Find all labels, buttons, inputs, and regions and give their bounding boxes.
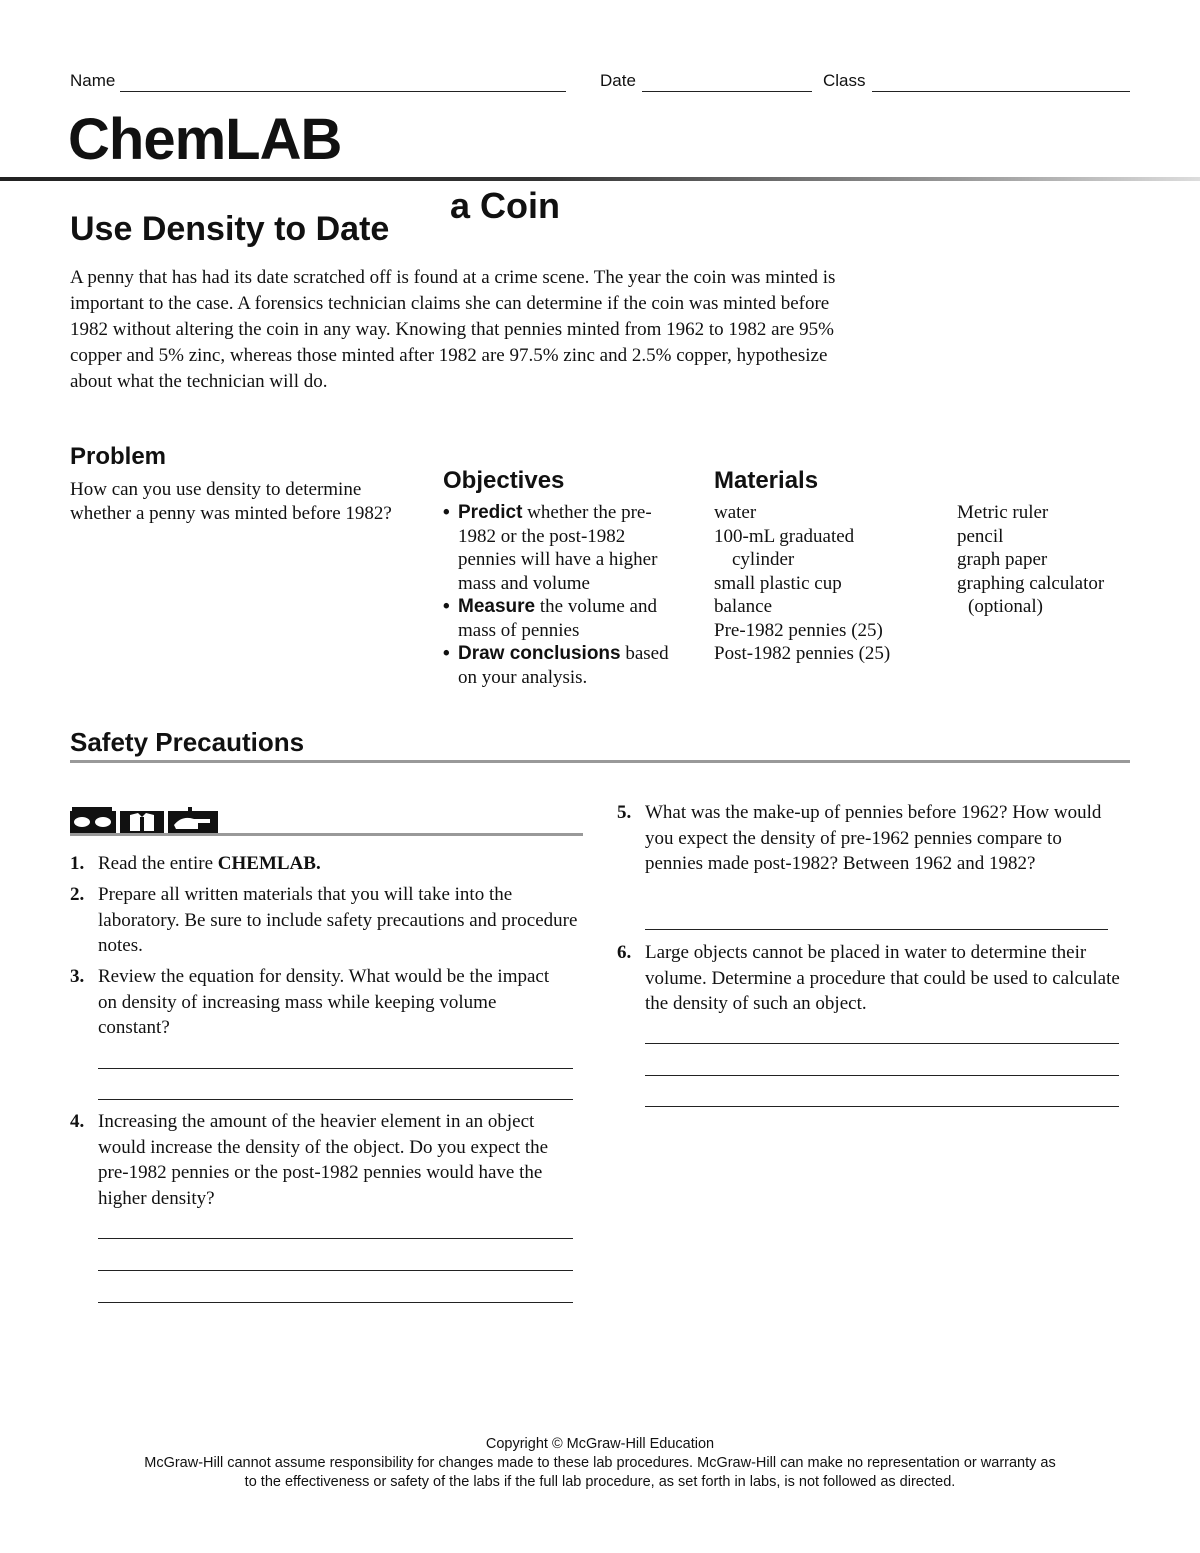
problem-heading: Problem (70, 443, 167, 470)
safety-heading: Safety Precautions (70, 727, 305, 757)
material-item: (optional) (968, 596, 1043, 617)
objectives-heading: Objectives (443, 467, 565, 494)
question-number: 4. (70, 1111, 85, 1132)
material-item: Post-1982 pennies (25) (714, 643, 891, 664)
question-text: Prepare all written materials that you will take into the laboratory. Be sure to include safety precautions and procedure notes. (98, 884, 578, 956)
safety-icons-divider (70, 833, 583, 836)
question-3 (70, 964, 563, 1041)
name-field[interactable] (120, 91, 566, 92)
question-bold-text: CHEMLAB. (217, 853, 321, 874)
question-number: 6. (617, 942, 632, 963)
problem-text: How can you use density to determine whether a penny was minted before 1982? (70, 479, 392, 524)
lab-subtitle: Use Density to Date (70, 210, 390, 248)
answer-line-q3-2[interactable] (98, 1099, 573, 1100)
materials-heading: Materials (714, 467, 819, 494)
objective-text: the volume and mass of pennies (458, 596, 657, 641)
material-item: small plastic cup (714, 572, 842, 594)
materials-list-1 (714, 501, 890, 666)
intro-paragraph: A penny that has had its date scratched off is found at a crime scene. The year the coin was minted is important to the case. A forensics technician claims she can determine if the coin was minted before 1982 without altering the coin in any way. Knowing that pennies minted from 1962 to 1982 are 95% copper and 5% zinc, whereas those minted after 1982 are 97.5% zinc and 2.5% copper, hypothesize about what the technician will do. (70, 267, 836, 392)
footer-copyright: Copyright © McGraw-Hill Education (485, 1436, 715, 1452)
question-text: Large objects cannot be placed in water to determine their volume. Determine a procedure that could be used to calculate the density of such an object. (645, 942, 1120, 1014)
footer-disclaimer: McGraw-Hill cannot assume responsibility for changes made to these lab procedures. McGraw-Hill can make no representation or warranty as to the effectiveness or safety of the labs if the full lab procedure, as set forth in labs, is not followed as directed. (144, 1455, 1056, 1490)
date-label: Date (600, 71, 636, 90)
question-text: What was the make-up of pennies before 1962? How would you expect the density of pre-1962 pennies compare to pennies made post-1982? Between 1962 and 1982? (645, 802, 1102, 874)
objective-item (443, 501, 683, 595)
objective-keyword: Measure (458, 596, 536, 617)
answer-line-q6-3[interactable] (645, 1106, 1119, 1107)
objective-text: whether the pre-1982 or the post-1982 pennies will have a higher mass and volume (458, 502, 658, 594)
lab-coat-icon (120, 811, 164, 833)
material-item: Pre-1982 pennies (25) (714, 619, 883, 641)
answer-line-q6-2[interactable] (645, 1075, 1119, 1076)
answer-line-q6-1[interactable] (645, 1043, 1119, 1044)
objective-keyword: Draw conclusions (458, 643, 621, 664)
safety-divider (70, 760, 1130, 763)
material-item: graph paper (957, 549, 1048, 570)
answer-line-q3-1[interactable] (98, 1068, 573, 1069)
question-1 (70, 851, 578, 877)
objective-item (443, 642, 683, 689)
class-label: Class (823, 71, 866, 90)
material-item: pencil (957, 525, 1004, 547)
page-title: ChemLAB (68, 107, 342, 172)
safety-icons (70, 805, 220, 835)
material-item: water (714, 502, 757, 523)
hand-wash-icon (168, 807, 218, 833)
objectives-list (443, 501, 683, 689)
question-4 (70, 1109, 578, 1211)
goggles-icon (70, 807, 116, 833)
question-text: Increasing the amount of the heavier element in an object would increase the density of the object. Do you expect the pre-1982 pennies or the post-1982 pennies would have the higher density? (98, 1111, 549, 1209)
material-item: graphing calculator (957, 572, 1105, 594)
question-number: 1. (70, 853, 85, 874)
question-number: 2. (70, 884, 85, 905)
answer-line-q4-1[interactable] (98, 1238, 573, 1239)
question-text: Review the equation for density. What would be the impact on density of increasing mass while keeping volume constant? (98, 966, 550, 1038)
material-item: Metric ruler (957, 502, 1049, 523)
objective-text: based on your analysis. (458, 643, 669, 688)
objective-keyword: Predict (458, 502, 523, 523)
material-item: cylinder (732, 549, 795, 570)
bullet-icon: • (443, 502, 450, 523)
class-field[interactable] (872, 91, 1130, 92)
materials-list-2 (957, 501, 1104, 619)
bullet-icon: • (443, 596, 450, 617)
question-number: 5. (617, 802, 632, 823)
objective-item (443, 595, 683, 642)
question-text: Read the entire (98, 853, 218, 874)
material-item: 100-mL graduated (714, 525, 855, 547)
answer-line-q4-3[interactable] (98, 1302, 573, 1303)
answer-line-q4-2[interactable] (98, 1270, 573, 1271)
answer-line-q5-1[interactable] (645, 929, 1108, 930)
lab-subtitle-raised: a Coin (450, 185, 561, 226)
question-2 (70, 882, 578, 959)
title-divider (0, 177, 1200, 181)
question-6 (617, 940, 1130, 1017)
bullet-icon: • (443, 643, 450, 664)
material-item: balance (714, 596, 773, 617)
name-label: Name (70, 71, 116, 90)
question-number: 3. (70, 966, 85, 987)
question-5 (617, 800, 1115, 877)
date-field[interactable] (642, 91, 812, 92)
